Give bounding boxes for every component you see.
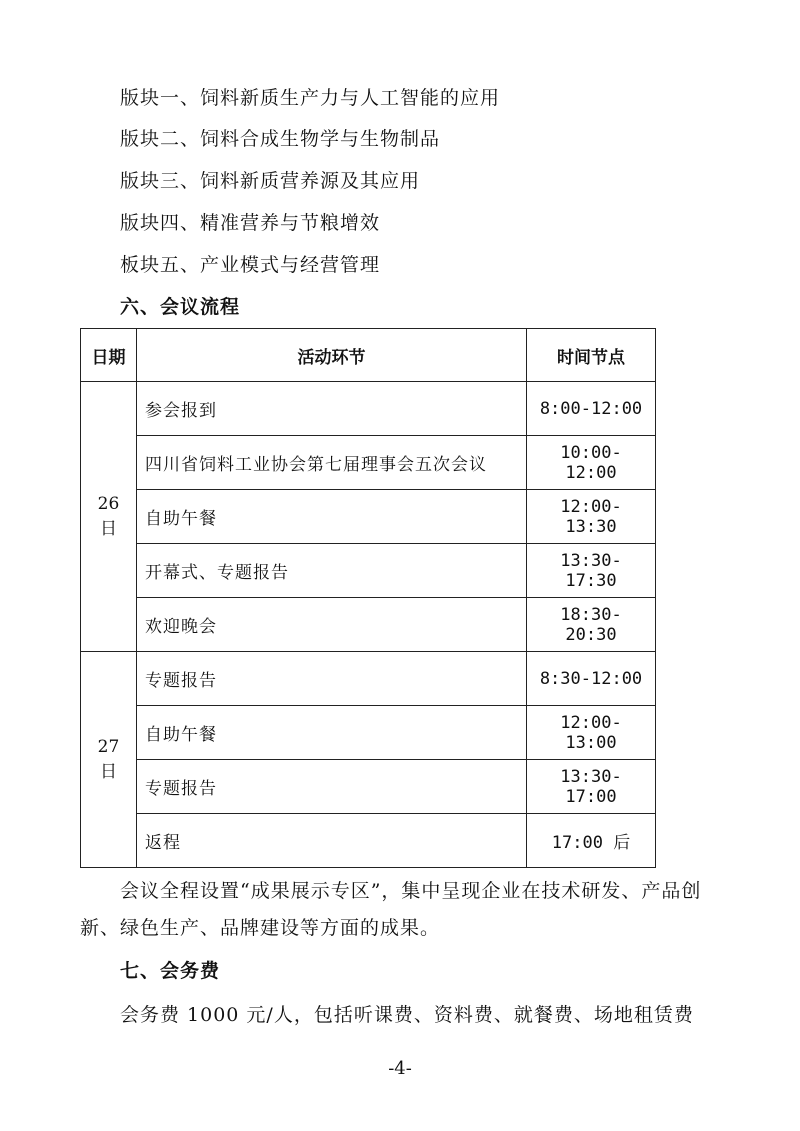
section-item-2: 版块二、饲料合成生物学与生物制品 [120,128,441,150]
schedule-table [80,328,656,868]
activity-cell: 自助午餐 [137,706,527,760]
section-item-1: 版块一、饲料新质生产力与人工智能的应用 [120,87,501,109]
activity-cell: 自助午餐 [137,490,527,544]
table-row [81,382,656,436]
activity-cell: 专题报告 [137,652,527,706]
time-cell: 8:30-12:00 [527,652,656,706]
time-cell: 13:30-17:00 [527,760,656,814]
header-activity: 活动环节 [137,329,527,382]
page-number: -4- [388,1058,412,1079]
time-cell: 10:00-12:00 [527,436,656,490]
showcase-paragraph: 会议全程设置“成果展示专区”，集中呈现企业在技术研发、产品创新、绿色生产、品牌建设等方面的成果。 [80,880,702,939]
table-row [81,652,656,706]
table-row [81,544,656,598]
activity-cell: 返程 [137,814,527,868]
time-cell: 12:00-13:00 [527,706,656,760]
date-cell-26: 26 日 [81,382,137,652]
activity-cell: 四川省饲料工业协会第七届理事会五次会议 [137,436,527,490]
table-header-row [81,329,656,382]
time-cell: 18:30-20:30 [527,598,656,652]
table-row [81,598,656,652]
section-item-3: 版块三、饲料新质营养源及其应用 [120,170,421,192]
table-row [81,760,656,814]
activity-cell: 参会报到 [137,382,527,436]
table-row [81,814,656,868]
activity-cell: 专题报告 [137,760,527,814]
header-date: 日期 [81,329,137,382]
header-time: 时间节点 [527,329,656,382]
time-cell: 8:00-12:00 [527,382,656,436]
time-cell: 13:30-17:30 [527,544,656,598]
date-cell-27: 27 日 [81,652,137,868]
time-cell: 17:00 后 [527,814,656,868]
heading-meeting-schedule: 六、会议流程 [120,296,241,318]
fee-paragraph: 会务费 1000 元/人，包括听课费、资料费、就餐费、场地租赁费 [120,1004,694,1026]
table-row [81,706,656,760]
heading-conference-fee: 七、会务费 [120,960,221,982]
table-row [81,490,656,544]
activity-cell: 欢迎晚会 [137,598,527,652]
section-item-5: 板块五、产业模式与经营管理 [120,254,381,276]
table-row [81,436,656,490]
time-cell: 12:00-13:30 [527,490,656,544]
section-item-4: 版块四、精准营养与节粮增效 [120,212,381,234]
activity-cell: 开幕式、专题报告 [137,544,527,598]
